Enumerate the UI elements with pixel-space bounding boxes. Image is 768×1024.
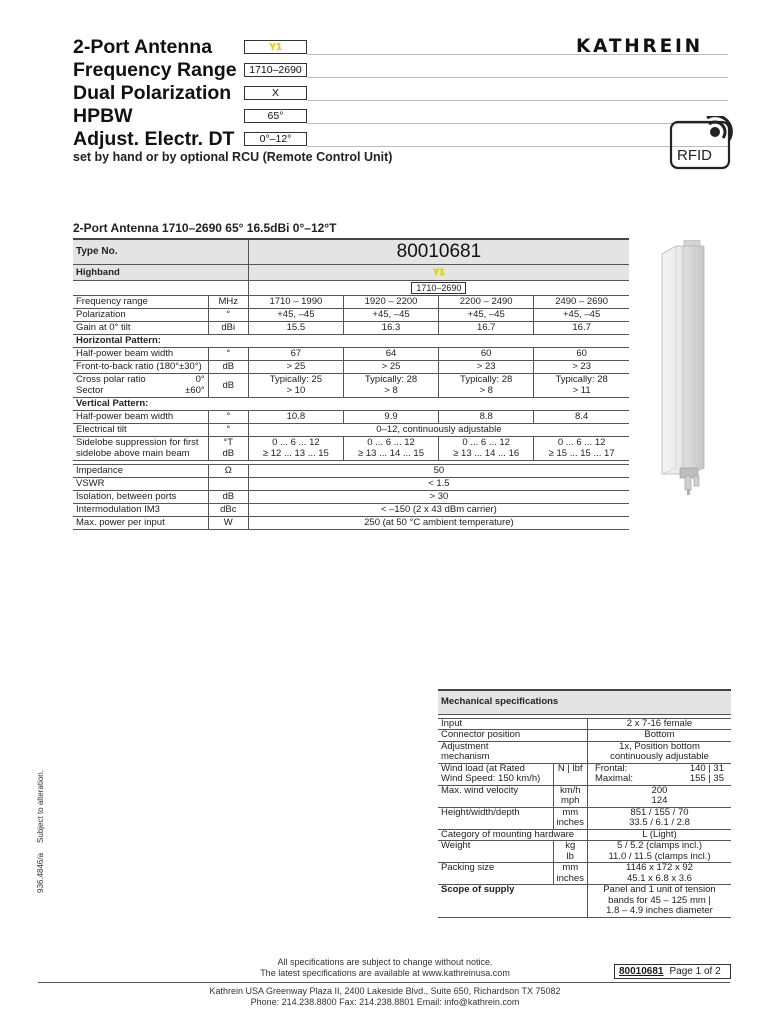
table-row xyxy=(438,730,731,742)
table-row xyxy=(73,436,629,460)
cell: > 23 xyxy=(439,360,534,373)
page-count: Page 1 of 2 xyxy=(669,966,721,977)
antenna-image xyxy=(660,240,706,498)
table-row xyxy=(438,785,731,807)
table-row xyxy=(438,690,731,714)
table-row xyxy=(73,516,629,529)
mechanical-table xyxy=(438,689,731,918)
cell: 64 xyxy=(343,347,438,360)
cell: +45, –45 xyxy=(439,308,534,321)
row-unit: Ω xyxy=(208,464,248,477)
row-unit xyxy=(208,477,248,490)
table-row xyxy=(73,295,629,308)
header-label-frequency: Frequency Range xyxy=(73,59,237,81)
table-row xyxy=(73,464,629,477)
rfid-icon xyxy=(669,116,733,171)
cell: Typically: 28 > 8 xyxy=(439,373,534,397)
cell: 2 x 7-16 female xyxy=(587,718,731,730)
page-type-number: 80010681 xyxy=(619,966,664,977)
highband-range: 1710–2690 xyxy=(411,282,466,294)
row-unit: W xyxy=(208,516,248,529)
cell: 0 ... 6 ... 12 ≥ 12 ... 13 ... 15 xyxy=(248,436,343,460)
row-label xyxy=(73,373,208,397)
type-number: 80010681 xyxy=(248,239,629,264)
cell: Panel and 1 unit of tension bands for 45 – 125 mm | 1.8 – 4.9 inches diameter xyxy=(587,885,731,918)
cell: 16.7 xyxy=(534,321,629,334)
table-row xyxy=(73,477,629,490)
cell: 851 / 155 / 70 33.5 / 6.1 / 2.8 xyxy=(587,807,731,829)
rfid-label: RFID xyxy=(677,147,712,164)
sector-label: Sector xyxy=(76,385,104,396)
highband-label: Highband xyxy=(73,264,248,280)
row-unit: kg lb xyxy=(553,841,587,863)
row-label: Height/width/depth xyxy=(438,807,553,829)
table-row xyxy=(73,347,629,360)
page-indicator xyxy=(614,964,731,979)
row-label: Isolation, between ports xyxy=(73,490,208,503)
cell: 60 xyxy=(439,347,534,360)
doc-number: 936.4846/a xyxy=(36,852,45,893)
table-row xyxy=(73,373,629,397)
cell: 16.3 xyxy=(343,321,438,334)
cell: Typically: 28 > 8 xyxy=(343,373,438,397)
row-unit: dBc xyxy=(208,503,248,516)
section-title: 2-Port Antenna 1710–2690 65° 16.5dBi 0°–12°T xyxy=(73,221,337,235)
cell: 0–12, continuously adjustable xyxy=(248,423,629,436)
cell: 50 xyxy=(248,464,629,477)
highband-code: Y1 xyxy=(433,266,445,278)
table-row xyxy=(73,423,629,436)
header-value-polarization: X xyxy=(244,86,307,100)
type-label: Type No. xyxy=(73,239,248,264)
row-label: Connector position xyxy=(438,730,587,742)
horizontal-pattern-heading: Horizontal Pattern: xyxy=(73,334,629,347)
row-label: Polarization xyxy=(73,308,208,321)
cell: 60 xyxy=(534,347,629,360)
row-unit: ° xyxy=(208,410,248,423)
side-note xyxy=(36,760,45,893)
cell: 1920 – 2200 xyxy=(343,295,438,308)
row-unit: ° xyxy=(208,423,248,436)
table-row xyxy=(73,280,629,295)
row-label: VSWR xyxy=(73,477,208,490)
cell: 0 ... 6 ... 12 ≥ 13 ... 14 ... 15 xyxy=(343,436,438,460)
row-label: Adjustment mechanism xyxy=(438,741,587,763)
header-label-antenna: 2-Port Antenna xyxy=(73,36,213,58)
table-row xyxy=(438,885,731,918)
row-label: Half-power beam width xyxy=(73,347,208,360)
row-label: Sidelobe suppression for first sidelobe above main beam xyxy=(73,436,208,460)
header-label-hpbw: HPBW xyxy=(73,105,133,127)
mechanical-title: Mechanical specifications xyxy=(438,690,731,714)
cpr-label: Cross polar ratio xyxy=(76,374,146,385)
header-rule xyxy=(307,123,728,124)
header-subtitle: set by hand or by optional RCU (Remote Control Unit) xyxy=(73,150,393,164)
table-row xyxy=(73,264,629,280)
row-unit: dB xyxy=(208,373,248,397)
cell: 5 / 5.2 (clamps incl.) 11.0 / 11.5 (clamps incl.) xyxy=(587,841,731,863)
row-label: Category of mounting hardware xyxy=(438,829,587,841)
row-unit: km/h mph xyxy=(553,785,587,807)
row-unit: N | lbf xyxy=(553,763,587,785)
footer-note: All specifications are subject to change without notice. xyxy=(277,957,493,967)
cell: > 23 xyxy=(534,360,629,373)
cell: Typically: 25 > 10 xyxy=(248,373,343,397)
sector-angle: ±60° xyxy=(185,385,205,396)
cell: > 30 xyxy=(248,490,629,503)
cell: < –150 (2 x 43 dBm carrier) xyxy=(248,503,629,516)
cell: 10.8 xyxy=(248,410,343,423)
row-unit: ° xyxy=(208,347,248,360)
row-label: Input xyxy=(438,718,587,730)
cell: Frontal: 140 | 31 Maximal: 155 | 35 xyxy=(587,763,731,785)
row-label: Electrical tilt xyxy=(73,423,208,436)
header-rule xyxy=(307,100,728,101)
table-row xyxy=(73,334,629,347)
row-label: Weight xyxy=(438,841,553,863)
row-label: Wind load (at Rated Wind Speed: 150 km/h) xyxy=(438,763,553,785)
cell: 0 ... 6 ... 12 ≥ 13 ... 14 ... 16 xyxy=(439,436,534,460)
footer-note-url: The latest specifications are available at www.kathreinusa.com xyxy=(260,968,510,978)
footer-rule xyxy=(38,982,730,983)
row-label: Scope of supply xyxy=(438,885,587,918)
table-row xyxy=(73,360,629,373)
cell: +45, –45 xyxy=(343,308,438,321)
cell: 200 124 xyxy=(587,785,731,807)
cell: > 25 xyxy=(343,360,438,373)
cell: 8.4 xyxy=(534,410,629,423)
table-row xyxy=(438,741,731,763)
cell: 1146 x 172 x 92 45.1 x 6.8 x 3.6 xyxy=(587,863,731,885)
footer-address: Kathrein USA Greenway Plaza II, 2400 Lakeside Blvd., Suite 650, Richardson TX 75082 xyxy=(209,986,561,996)
cell: 0 ... 6 ... 12 ≥ 15 ... 15 ... 17 xyxy=(534,436,629,460)
table-row xyxy=(73,410,629,423)
table-row xyxy=(73,308,629,321)
cell: 16.7 xyxy=(439,321,534,334)
header-value-hpbw: 65° xyxy=(244,109,307,123)
cell: 2490 – 2690 xyxy=(534,295,629,308)
vertical-pattern-heading: Vertical Pattern: xyxy=(73,397,629,410)
table-row xyxy=(438,718,731,730)
row-label: Frequency range xyxy=(73,295,208,308)
header-value-frequency: 1710–2690 xyxy=(244,63,307,77)
row-unit: mm inches xyxy=(553,807,587,829)
table-row xyxy=(438,763,731,785)
row-label: Intermodulation IM3 xyxy=(73,503,208,516)
header-value-tilt: 0°–12° xyxy=(244,132,307,146)
table-row xyxy=(438,807,731,829)
cell: L (Light) xyxy=(587,829,731,841)
row-label: Packing size xyxy=(438,863,553,885)
row-unit: MHz xyxy=(208,295,248,308)
header-rule xyxy=(307,146,728,147)
cell: 1710 – 1990 xyxy=(248,295,343,308)
spec-table xyxy=(73,238,629,530)
cell: 2200 – 2490 xyxy=(439,295,534,308)
header-label-polarization: Dual Polarization xyxy=(73,82,232,104)
row-unit: dB xyxy=(208,490,248,503)
row-label: Gain at 0° tilt xyxy=(73,321,208,334)
row-unit: ° xyxy=(208,308,248,321)
row-label: Impedance xyxy=(73,464,208,477)
table-row xyxy=(73,397,629,410)
header-label-tilt: Adjust. Electr. DT xyxy=(73,128,235,150)
row-unit: °T dB xyxy=(208,436,248,460)
cell: Bottom xyxy=(587,730,731,742)
row-unit: dB xyxy=(208,360,248,373)
table-row xyxy=(438,841,731,863)
cell: +45, –45 xyxy=(534,308,629,321)
table-row xyxy=(73,239,629,264)
cell: 1x, Position bottom continuously adjustable xyxy=(587,741,731,763)
cpr-angle: 0° xyxy=(195,374,205,385)
row-label: Max. power per input xyxy=(73,516,208,529)
cell: 67 xyxy=(248,347,343,360)
row-label: Max. wind velocity xyxy=(438,785,553,807)
cell: < 1.5 xyxy=(248,477,629,490)
row-label: Half-power beam width xyxy=(73,410,208,423)
brand-logo: KATHREIN xyxy=(576,36,703,57)
footer-contact: Phone: 214.238.8800 Fax: 214.238.8801 Email: info@kathrein.com xyxy=(250,997,520,1007)
row-unit: dBi xyxy=(208,321,248,334)
table-row xyxy=(73,490,629,503)
table-row xyxy=(73,503,629,516)
table-row xyxy=(438,863,731,885)
header-value-antenna: Y1 xyxy=(244,40,307,54)
cell: 15.5 xyxy=(248,321,343,334)
row-unit: mm inches xyxy=(553,863,587,885)
row-label: Front-to-back ratio (180°±30°) xyxy=(73,360,208,373)
cell: 8.8 xyxy=(439,410,534,423)
cell: +45, –45 xyxy=(248,308,343,321)
cell: 250 (at 50 °C ambient temperature) xyxy=(248,516,629,529)
header-rule xyxy=(307,77,728,78)
table-row xyxy=(438,829,731,841)
cell: Typically: 28 > 11 xyxy=(534,373,629,397)
cell: > 25 xyxy=(248,360,343,373)
cell: 9.9 xyxy=(343,410,438,423)
subject-to-alteration: Subject to alteration. xyxy=(36,770,45,843)
table-row xyxy=(73,321,629,334)
